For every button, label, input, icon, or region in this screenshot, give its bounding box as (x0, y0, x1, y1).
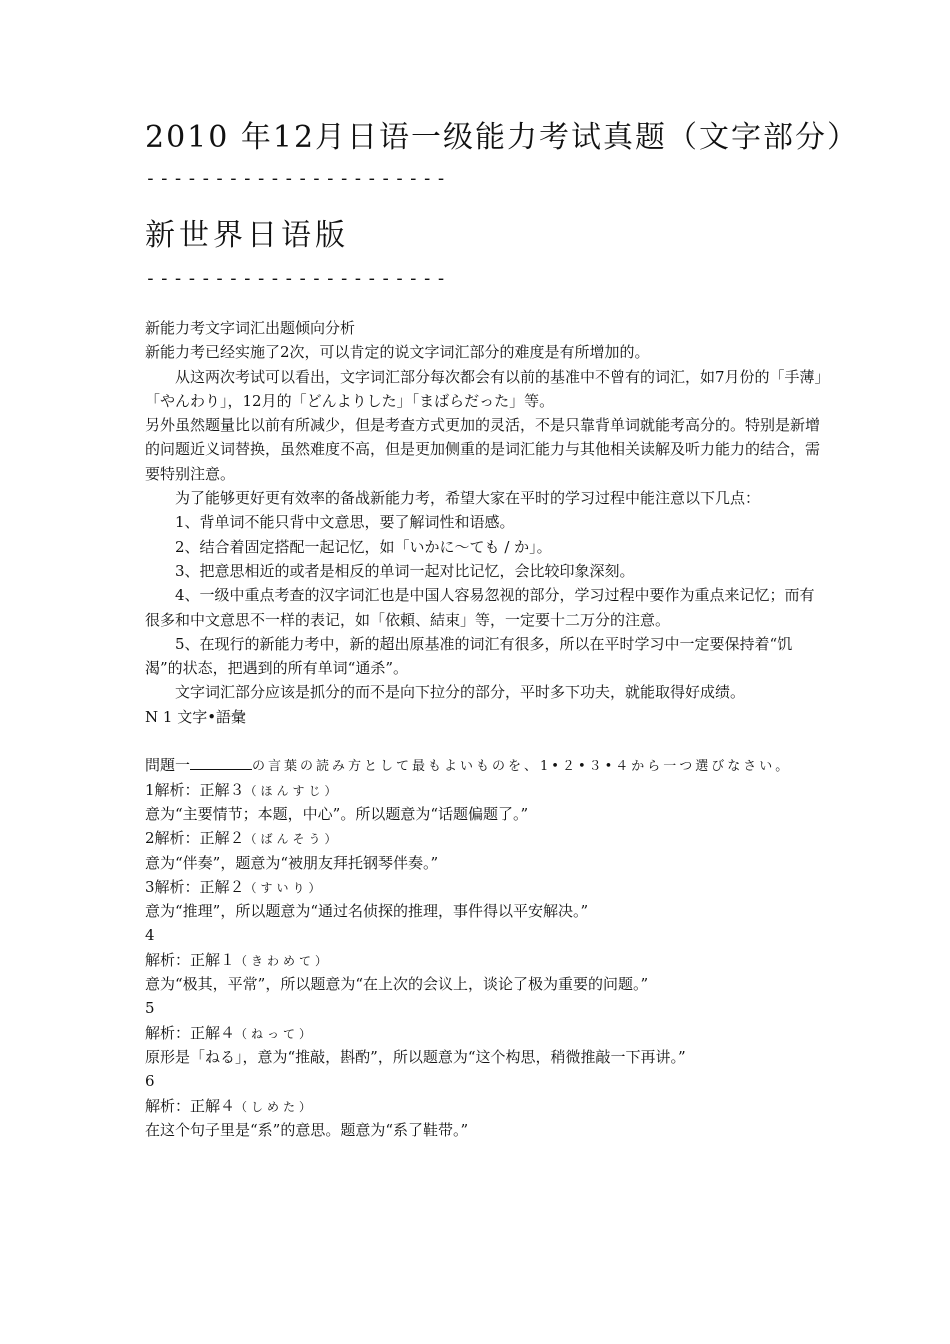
answer-note: 意为“主要情节；本题，中心”。所以题意为“话题偏题了。” (145, 804, 529, 823)
dash-separator-top: ---------------------- (145, 168, 450, 189)
answer-blank (190, 755, 252, 770)
analysis-paragraph-4: 为了能够更好更有效率的备战新能力考，希望大家在平时的学习过程中能注意以下几点： (175, 489, 761, 508)
answer-number: 5 (145, 999, 155, 1018)
answer-note: 原形是「ねる」，意为“推敲，斟酌”，所以题意为“这个构思，稍微推敲一下再讲。” (145, 1047, 686, 1066)
question-instruction (145, 753, 825, 777)
answer-number: 4 (145, 926, 155, 945)
answer-label: 3解析：正解２（すいり） (145, 877, 325, 896)
answer-note: 在这个句子里是“系”的意思。题意为“系了鞋带。” (145, 1120, 469, 1139)
analysis-paragraph-3: 另外虽然题量比以前有所减少，但是考查方式更加的灵活，不是只靠背单词就能考高分的。特别是新增的问题近义词替换，虽然难度不高，但是更加侧重的是词汇能力与其他相关读解及听力能力的结合，需要特别注意。 (145, 416, 821, 483)
answer-label: 2解析：正解２（ばんそう） (145, 829, 341, 848)
analysis-heading: 新能力考文字词汇出题倾向分析 (145, 319, 356, 337)
analysis-paragraph-5: 文字词汇部分应该是抓分的而不是向下拉分的部分，平时多下功夫，就能取得好成绩。 (175, 683, 746, 702)
tip-item: 4、一级中重点考查的汉字词汇也是中国人容易忽视的部分，学习过程中要作为重点来记忆；而有很多和中文意思不一样的表记，如「依頼、結束」等，一定要十二万分的注意。 (145, 586, 815, 629)
question-text: の言葉の読み方として最もよいものを、1•２•３•４から一つ選びなさい。 (252, 759, 792, 775)
answer-label: 1解析：正解３（ほんすじ） (145, 780, 341, 799)
page-subtitle: 新世界日语版 (145, 218, 349, 253)
answer-number: 6 (145, 1072, 155, 1091)
question-prefix: 問題一 (145, 756, 191, 775)
analysis-paragraph-2: 从这两次考试可以看出，文字词汇部分每次都会有以前的基准中不曾有的词汇，如7月份的「手薄」「やんわり」，12月的「どんよりした」「まばらだった」等。 (145, 367, 823, 410)
page-title: 2010 年12月日语一级能力考试真题（文字部分） (145, 120, 860, 155)
analysis-paragraph-1: 新能力考已经实施了2次，可以肯定的说文字词汇部分的难度是有所增加的。 (145, 343, 650, 362)
tip-item: 2、结合着固定搭配一起记忆，如「いかに～ても / か」。 (175, 537, 552, 556)
document-body (145, 316, 825, 1142)
answer-label: 解析：正解４（ねって） (145, 1023, 316, 1042)
tip-item: 3、把意思相近的或者是相反的单词一起对比记忆，会比较印象深刻。 (175, 561, 635, 580)
tip-item: 5、在现行的新能力考中，新的超出原基准的词汇有很多，所以在平时学习中一定要保持着“饥渴”的状态，把遇到的所有单词“通杀”。 (145, 634, 793, 678)
tip-item: 1、背单词不能只背中文意思，要了解词性和语感。 (175, 513, 515, 532)
answer-note: 意为“伴奏”，题意为“被朋友拜托钢琴伴奏。” (145, 853, 439, 872)
answer-note: 意为“极其，平常”，所以题意为“在上次的会议上，谈论了极为重要的问题。” (145, 975, 649, 994)
dash-separator-bottom: ---------------------- (145, 268, 450, 289)
section-heading: N 1 文字•語彙 (145, 707, 247, 726)
answer-note: 意为“推理”，所以题意为“通过名侦探的推理，事件得以平安解决。” (145, 902, 589, 921)
answer-label: 解析：正解４（しめた） (145, 1096, 316, 1115)
spacer (145, 729, 825, 753)
answer-label: 解析：正解１（きわめて） (145, 950, 332, 969)
